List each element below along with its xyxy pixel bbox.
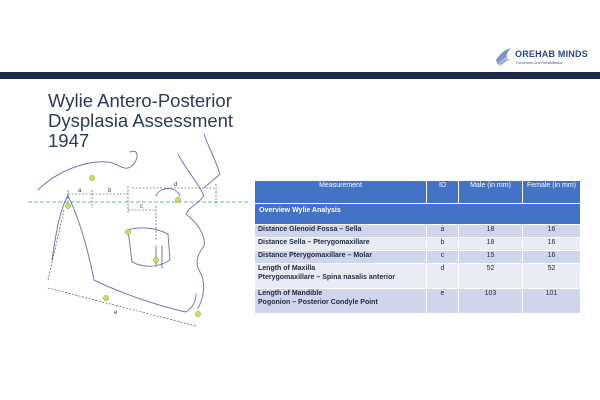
cell-measurement: Distance Glenoid Fossa – Sella bbox=[255, 225, 427, 238]
cell-measurement: Distance Pterygomaxillare – Molar bbox=[255, 251, 427, 264]
nose-outline bbox=[204, 134, 220, 188]
cell-male: 18 bbox=[459, 225, 523, 238]
cell-female: 16 bbox=[523, 225, 581, 238]
table-row bbox=[255, 238, 581, 251]
cell-male: 52 bbox=[459, 264, 523, 289]
header-male: Male (in mm) bbox=[459, 181, 523, 204]
cell-male: 103 bbox=[459, 289, 523, 314]
table-row bbox=[255, 264, 581, 289]
cell-female: 16 bbox=[523, 238, 581, 251]
title-line-1: Wylie Antero-Posterior bbox=[48, 90, 232, 111]
landmark-pogonion bbox=[195, 311, 200, 316]
cell-id: a bbox=[427, 225, 459, 238]
header-bar bbox=[0, 72, 600, 79]
cell-id: b bbox=[427, 238, 459, 251]
cell-measurement bbox=[255, 264, 427, 289]
table-caption: Overview Wylie Analysis bbox=[255, 204, 581, 225]
title-line-3: 1947 bbox=[48, 130, 90, 151]
cell-id: d bbox=[427, 264, 459, 289]
dove-icon bbox=[494, 46, 514, 68]
label-d: d bbox=[174, 182, 178, 188]
table-row bbox=[255, 289, 581, 314]
teeth-outline bbox=[128, 228, 170, 266]
cell-id: e bbox=[427, 289, 459, 314]
table-row bbox=[255, 225, 581, 238]
cephalometric-diagram bbox=[28, 130, 250, 330]
measurement-title: Length of Mandible bbox=[258, 290, 323, 297]
table-row bbox=[255, 251, 581, 264]
cell-male: 18 bbox=[459, 238, 523, 251]
cranial-base-outline bbox=[38, 151, 137, 190]
landmark-sella bbox=[89, 175, 94, 180]
measurement-detail: Pogonion – Posterior Condyle Point bbox=[258, 299, 378, 306]
cell-female: 101 bbox=[523, 289, 581, 314]
brand-logo bbox=[494, 46, 594, 70]
measurement-detail: Pterygomaxillare – Spina nasalis anterior bbox=[258, 274, 395, 281]
label-a: a bbox=[78, 188, 82, 194]
wylie-analysis-table bbox=[254, 180, 581, 314]
measurement-title: Length of Maxilla bbox=[258, 265, 316, 272]
title-line-2: Dysplasia Assessment bbox=[48, 110, 234, 131]
cell-measurement: Distance Sella – Pterygomaxillare bbox=[255, 238, 427, 251]
cell-female: 52 bbox=[523, 264, 581, 289]
label-b: b bbox=[108, 188, 112, 194]
cell-female: 16 bbox=[523, 251, 581, 264]
mandible-outline bbox=[68, 196, 196, 312]
landmark-spina-nasalis bbox=[175, 197, 180, 202]
header-id: ID bbox=[427, 181, 459, 204]
landmark-glenoid-fossa bbox=[65, 203, 70, 208]
header-female: Female (in mm) bbox=[523, 181, 581, 204]
landmark-condyle bbox=[103, 295, 108, 300]
brand-tagline: Functional Oral Rehabilitation bbox=[516, 61, 564, 65]
orbit-outline bbox=[156, 189, 180, 197]
landmark-molar bbox=[153, 257, 158, 262]
header-measurement: Measurement bbox=[255, 181, 427, 204]
cell-measurement bbox=[255, 289, 427, 314]
table-header-row bbox=[255, 181, 581, 204]
label-c: c bbox=[140, 204, 143, 210]
cell-male: 15 bbox=[459, 251, 523, 264]
brand-name: OREHAB MINDS bbox=[515, 49, 588, 59]
label-e: e bbox=[114, 310, 118, 316]
face-profile bbox=[178, 154, 204, 308]
cell-id: c bbox=[427, 251, 459, 264]
landmark-pterygomaxillare bbox=[125, 229, 130, 234]
